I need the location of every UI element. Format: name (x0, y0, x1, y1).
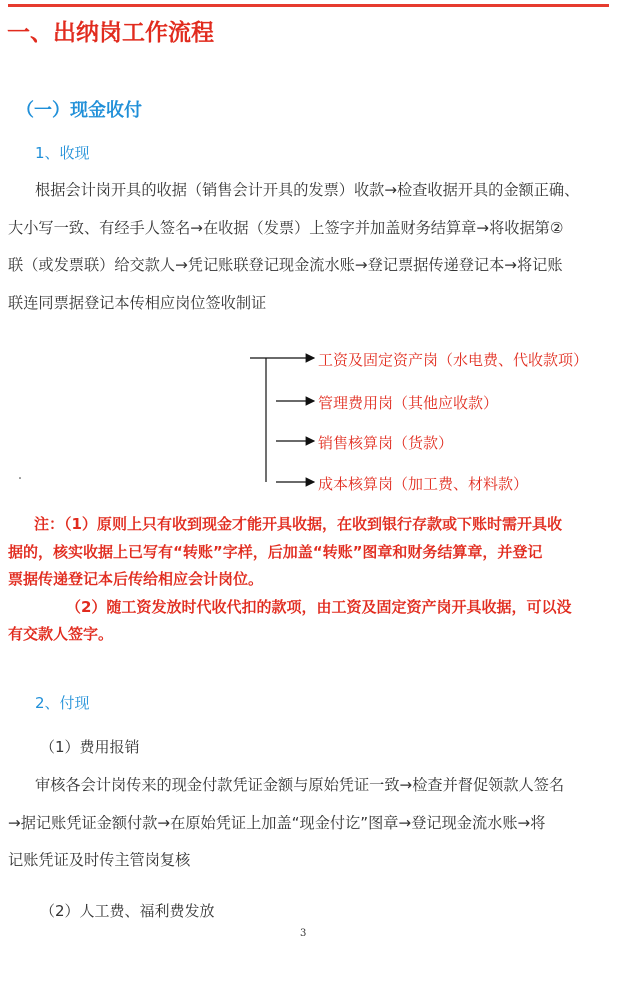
page-title: 一、出纳岗工作流程 (7, 20, 214, 46)
note-block (8, 511, 613, 649)
note-line: 有交款人签字。 (8, 625, 114, 643)
subheading-pay: 2、付现 (35, 694, 90, 712)
pay-paragraph (8, 767, 608, 880)
branch-label: 销售核算岗（货款） (318, 434, 454, 452)
pay-item-heading: （2）人工费、福利费发放 (40, 902, 215, 920)
note-line: 票据传递登记本后传给相应会计岗位。 (8, 570, 264, 588)
page-number: 3 (300, 928, 307, 939)
branch-label: 工资及固定资产岗（水电费、代收款项） (318, 351, 589, 369)
branch-label: 成本核算岗（加工费、材料款） (318, 475, 529, 493)
stray-dot (19, 477, 21, 479)
note-line: （2）随工资发放时代收代扣的款项，由工资及固定资产岗开具收据，可以没 (66, 597, 572, 616)
receive-line: 联连同票据登记本传相应岗位签收制证 (8, 293, 267, 312)
receive-line: 根据会计岗开具的收据（销售会计开具的发票）收款→检查收据开具的金额正确、 (35, 181, 580, 199)
pay-line: 审核各会计岗传来的现金付款凭证金额与原始凭证一致→检查并督促领款人签名 (35, 776, 565, 794)
note-line: 据的，核实收据上已写有“转账”字样，后加盖“转账”图章和财务结算章，并登记 (8, 542, 543, 561)
pay-line: →据记账凭证金额付款→在原始凭证上加盖“现金付讫”图章→登记现金流水账→将 (8, 813, 546, 832)
pay-line: 记账凭证及时传主管岗复核 (8, 851, 191, 869)
note-line: 注：（1）原则上只有收到现金才能开具收据，在收到银行存款或下账时需开具收 (34, 515, 562, 533)
receive-line: 大小写一致、有经手人签名→在收据（发票）上签字并加盖财务结算章→将收据第② (8, 218, 564, 237)
receive-line: 联（或发票联）给交款人→凭记账联登记现金流水账→登记票据传递登记本→将记账 (8, 256, 563, 274)
pay-item-heading: （1）费用报销 (40, 738, 140, 756)
section-heading: （一）现金收付 (16, 100, 142, 121)
subheading-receive: 1、收现 (35, 144, 90, 162)
branch-label: 管理费用岗（其他应收款） (318, 394, 499, 412)
